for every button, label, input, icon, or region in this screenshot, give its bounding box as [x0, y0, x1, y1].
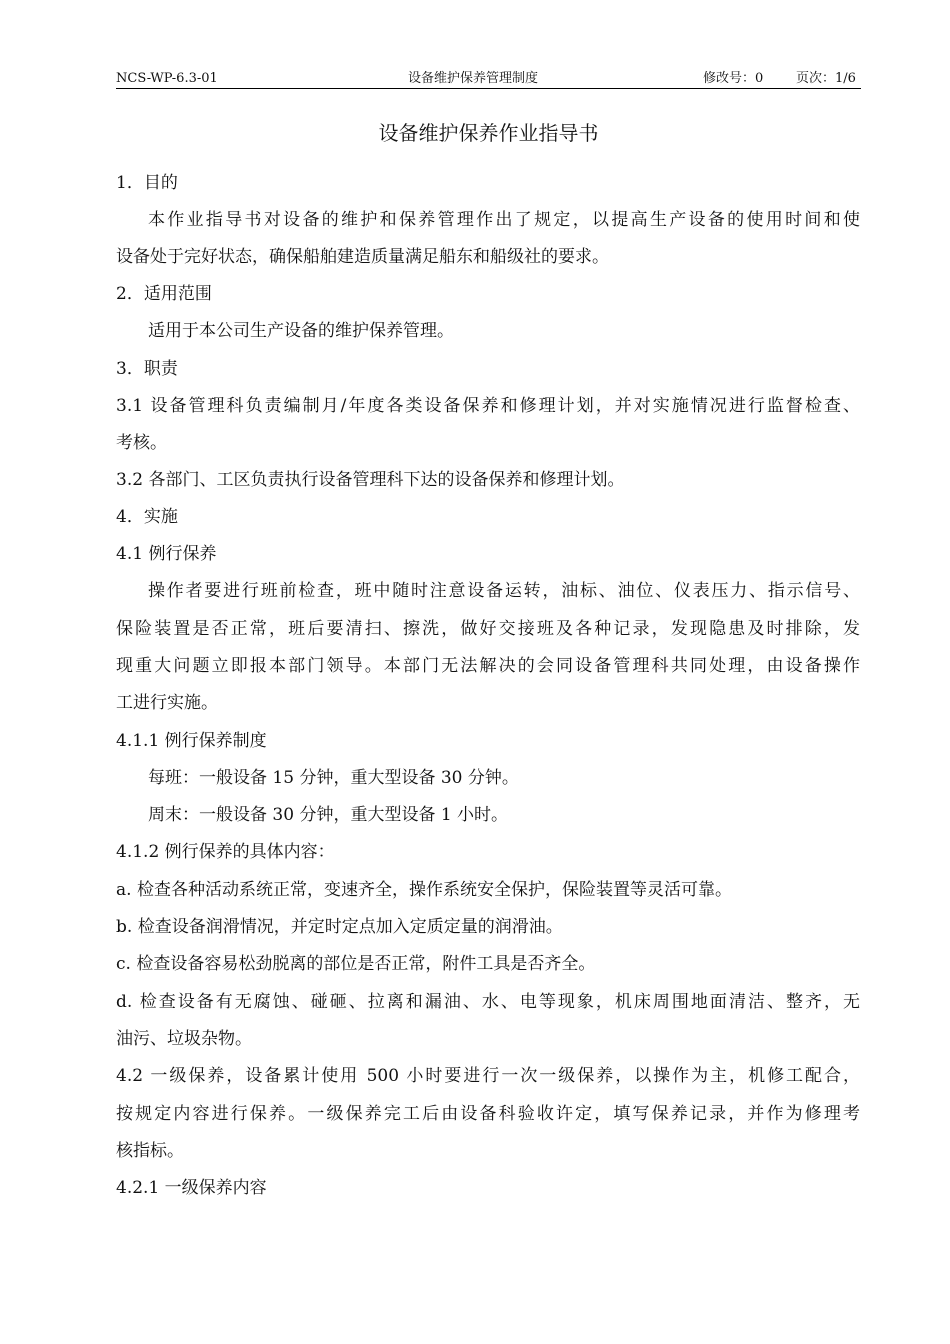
paragraph-line: 周末：一般设备 30 分钟，重大型设备 1 小时。	[148, 805, 509, 825]
page-header	[116, 70, 861, 89]
document-title: 设备维护保养作业指导书	[378, 121, 599, 145]
paragraph-line: 核指标。	[116, 1141, 184, 1161]
paragraph-line: 按规定内容进行保养。一级保养完工后由设备科验收许定，填写保养记录，并作为修理考	[116, 1104, 860, 1124]
paragraph-line: 现重大问题立即报本部门领导。本部门无法解决的会同设备管理科共同处理，由设备操作	[116, 656, 860, 676]
list-item: b. 检查设备润滑情况，并定时定点加入定质定量的润滑油。	[116, 917, 563, 937]
revision-number: 修改号：0	[703, 71, 764, 86]
section-heading-implementation: 4．实施	[116, 507, 178, 527]
subsection-heading: 4.1.1 例行保养制度	[116, 731, 267, 751]
subsection-heading: 4.1 例行保养	[116, 544, 217, 564]
paragraph-line: 设备处于完好状态，确保船舶建造质量满足船东和船级社的要求。	[116, 247, 609, 267]
paragraph-line: 工进行实施。	[116, 693, 218, 713]
paragraph-line: 操作者要进行班前检查，班中随时注意设备运转，油标、油位、仪表压力、指示信号、	[148, 581, 860, 601]
paragraph-line: 本作业指导书对设备的维护和保养管理作出了规定，以提高生产设备的使用时间和使	[148, 210, 860, 230]
paragraph-line: 3.2 各部门、工区负责执行设备管理科下达的设备保养和修理计划。	[116, 470, 625, 490]
list-item: d. 检查设备有无腐蚀、碰砸、拉离和漏油、水、电等现象，机床周围地面清洁、整齐，无	[116, 992, 860, 1012]
paragraph-line: 每班：一般设备 15 分钟，重大型设备 30 分钟。	[148, 768, 519, 788]
section-heading-purpose: 1．目的	[116, 173, 178, 193]
paragraph-line: 保险装置是否正常，班后要清扫、擦洗，做好交接班及各种记录，发现隐患及时排除，发	[116, 619, 860, 639]
document-code: NCS-WP-6.3-01	[116, 71, 218, 86]
subsection-heading: 4.1.2 例行保养的具体内容：	[116, 842, 335, 862]
list-item: a. 检查各种活动系统正常，变速齐全，操作系统安全保护，保险装置等灵活可靠。	[116, 880, 732, 900]
section-heading-responsibilities: 3．职责	[116, 359, 178, 379]
header-document-title: 设备维护保养管理制度	[408, 71, 539, 86]
list-item-continuation: 油污、垃圾杂物。	[116, 1029, 252, 1049]
list-item: c. 检查设备容易松劲脱离的部位是否正常，附件工具是否齐全。	[116, 954, 596, 974]
paragraph-line: 4.2 一级保养，设备累计使用 500 小时要进行一次一级保养，以操作为主，机修工配合，	[116, 1066, 860, 1086]
paragraph-line: 3.1 设备管理科负责编制月/年度各类设备保养和修理计划，并对实施情况进行监督检查、	[116, 396, 860, 416]
section-heading-scope: 2．适用范围	[116, 284, 212, 304]
subsection-heading: 4.2.1 一级保养内容	[116, 1178, 267, 1198]
page-number: 页次：1/6	[796, 71, 856, 86]
paragraph-line: 适用于本公司生产设备的维护保养管理。	[148, 321, 454, 341]
paragraph-line: 考核。	[116, 433, 167, 453]
